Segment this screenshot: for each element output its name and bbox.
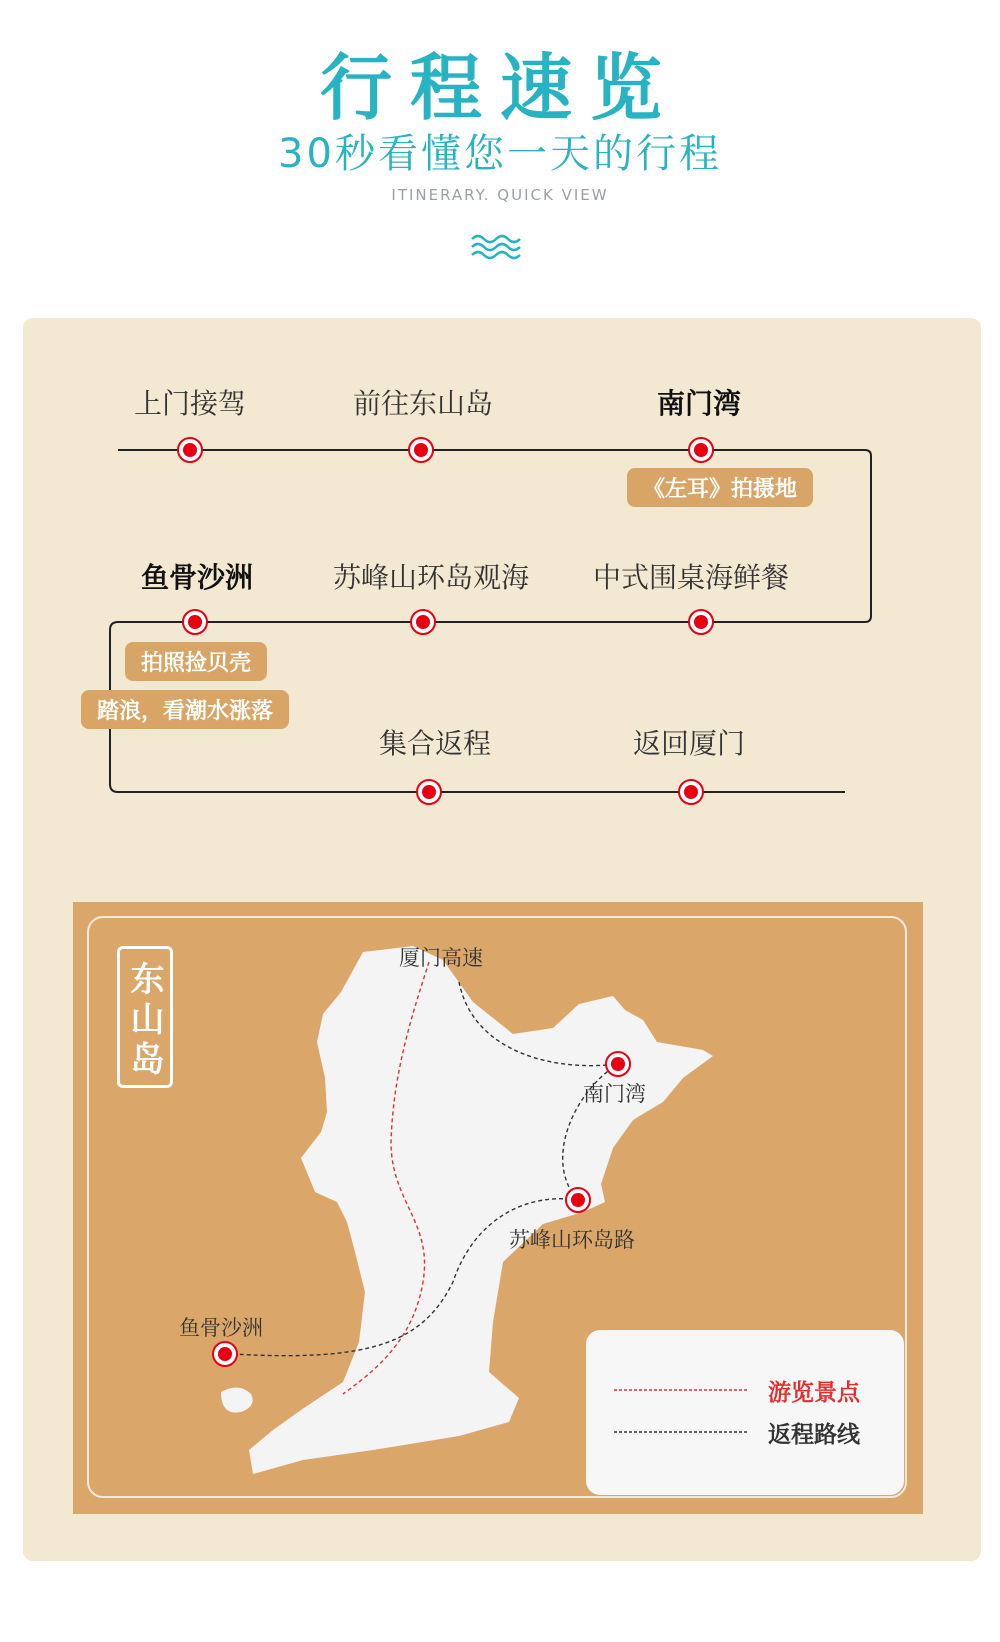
marker-to-dongshan — [409, 438, 433, 462]
page-title: 行程速览 — [319, 46, 680, 130]
island-name: 东山岛 — [117, 946, 173, 1088]
stop-pickup: 上门接驾 — [133, 387, 247, 420]
map-label-expressway: 厦门高速 — [399, 946, 483, 970]
stop-nanmen: 南门湾 — [656, 387, 742, 420]
wave-icon — [470, 232, 522, 262]
marker-yugu — [183, 610, 207, 634]
marker-nanmen — [689, 438, 713, 462]
dongshan-map — [73, 902, 923, 1514]
marker-pickup — [178, 438, 202, 462]
legend-scenic: 游览景点 — [768, 1380, 860, 1406]
stop-sufeng: 苏峰山环岛观海 — [332, 561, 530, 594]
map-marker-nanmen — [606, 1052, 630, 1076]
map-label-nanmen: 南门湾 — [583, 1082, 646, 1106]
stop-yugu: 鱼骨沙洲 — [140, 561, 254, 594]
tag-waves: 踏浪，看潮水涨落 — [81, 690, 289, 729]
map-marker-yugu — [213, 1342, 237, 1366]
map-label-yugu: 鱼骨沙洲 — [179, 1316, 263, 1340]
tag-shells: 拍照捡贝壳 — [125, 642, 267, 681]
marker-gather — [417, 780, 441, 804]
tag-zuoer-filming: 《左耳》拍摄地 — [627, 468, 813, 507]
stop-gather: 集合返程 — [378, 727, 492, 760]
legend-lines — [614, 1386, 754, 1436]
stop-return-xiamen: 返回厦门 — [632, 727, 746, 760]
page-subtitle: 30秒看懂您一天的行程 — [278, 131, 722, 177]
map-legend — [586, 1330, 904, 1495]
marker-sufeng — [411, 610, 435, 634]
stop-to-dongshan: 前往东山岛 — [352, 387, 494, 420]
page-subtitle-en: ITINERARY. QUICK VIEW — [391, 186, 609, 204]
stop-seafood: 中式围桌海鲜餐 — [592, 561, 790, 594]
map-label-sufeng: 苏峰山环岛路 — [509, 1228, 635, 1252]
marker-seafood — [689, 610, 713, 634]
map-marker-sufeng — [566, 1188, 590, 1212]
legend-return: 返程路线 — [768, 1422, 860, 1448]
marker-return — [679, 780, 703, 804]
